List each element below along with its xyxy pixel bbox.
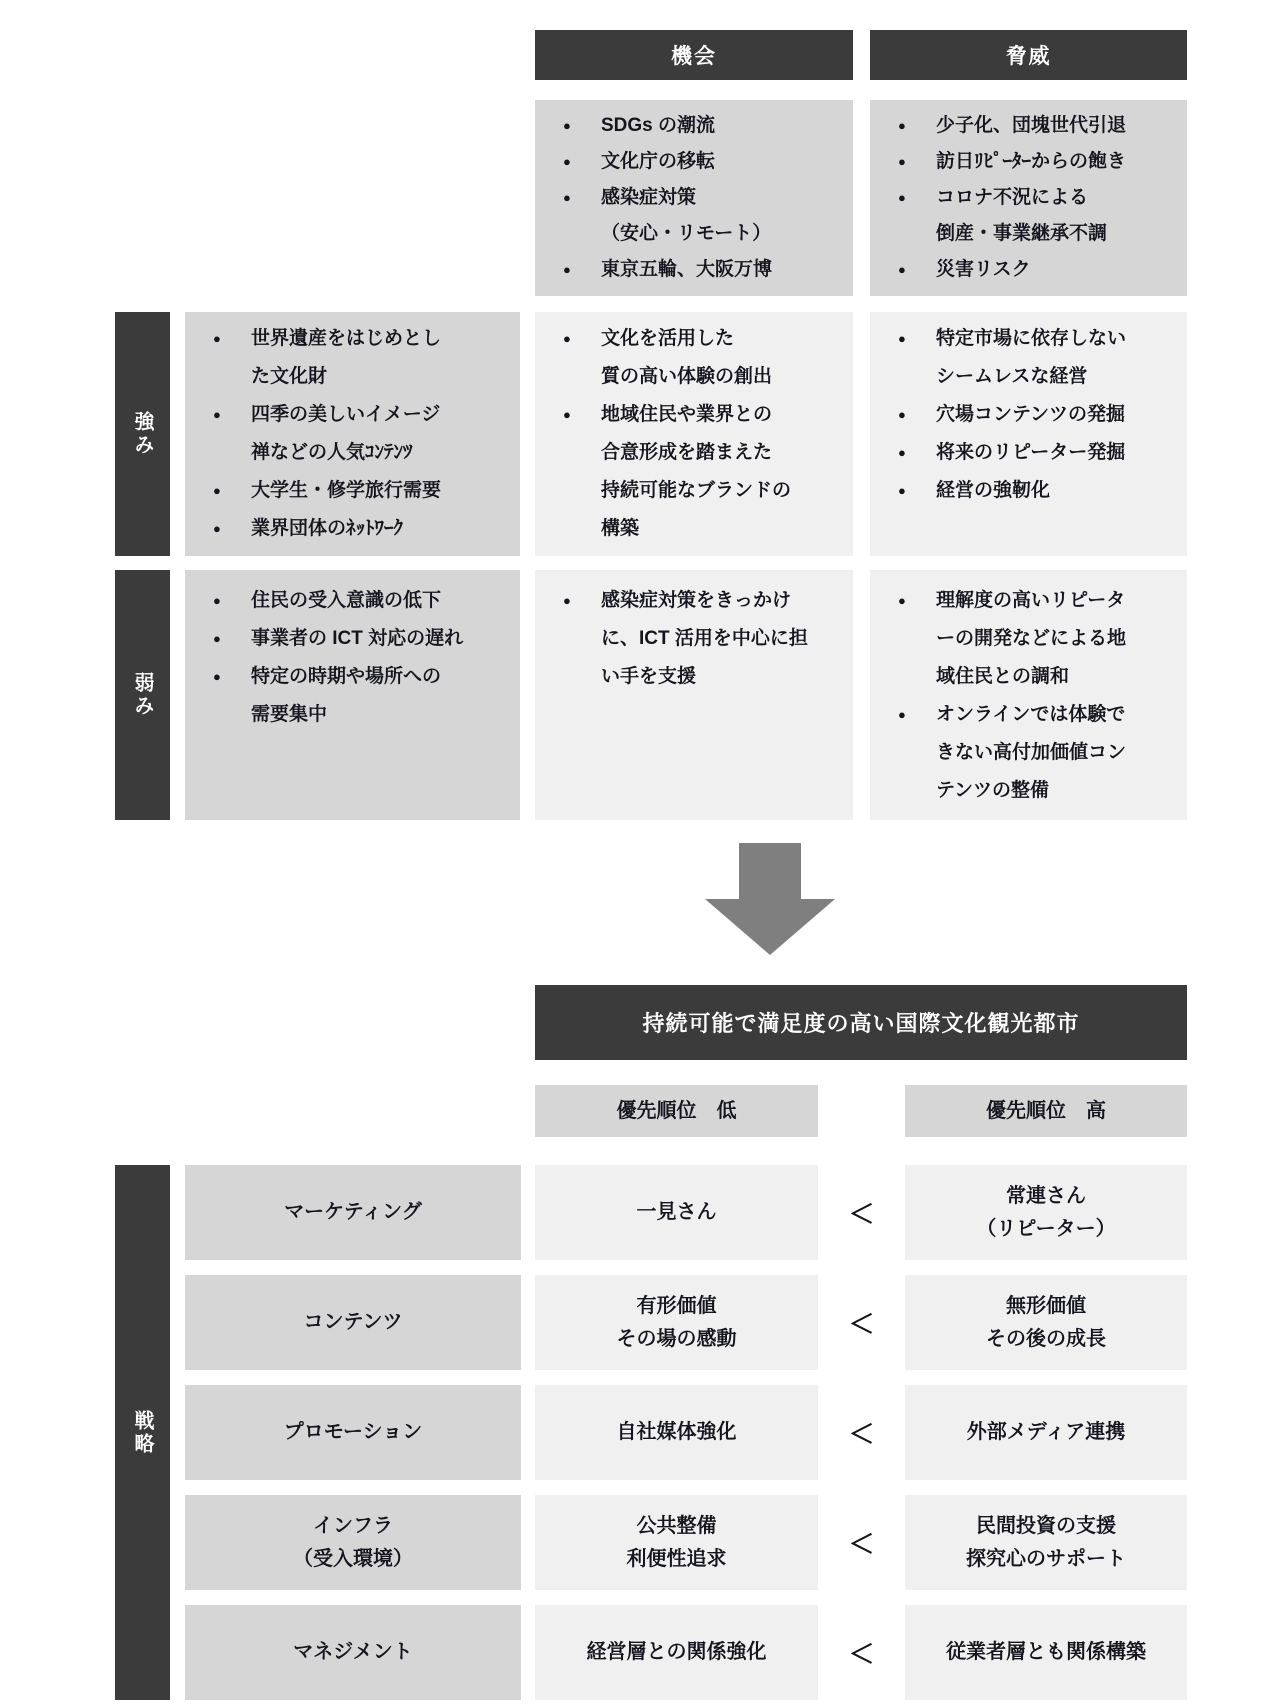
text-line: コンテンツ xyxy=(303,1311,403,1333)
list-item xyxy=(874,434,1183,472)
list-item xyxy=(189,396,516,472)
bullet-icon: ● xyxy=(898,190,906,205)
less-than-icon: ＜ xyxy=(848,1639,875,1669)
text-line: マネジメント xyxy=(293,1641,413,1663)
text-line: （受入環境） xyxy=(293,1547,413,1570)
strategy-category-cell xyxy=(185,1495,521,1590)
priority-low-label: 優先順位 低 xyxy=(616,1099,737,1122)
priority-high-cell xyxy=(905,1165,1187,1260)
bullet-icon: ● xyxy=(898,331,906,346)
bullet-icon: ● xyxy=(563,331,571,346)
text-line: 常連さん xyxy=(1006,1184,1086,1207)
text-line: 無形価値 xyxy=(1006,1294,1086,1317)
less-than-icon: ＜ xyxy=(848,1529,875,1559)
text-line: 需要集中 xyxy=(251,704,328,725)
list-item xyxy=(874,252,1183,288)
strengths-row-label: 強み xyxy=(131,411,153,457)
weaknesses-opportunities-cell xyxy=(535,570,853,820)
text-line: 事業者の ICT 対応の遅れ xyxy=(251,628,464,649)
text-line: 特定市場に依存しない xyxy=(936,328,1127,349)
text-line: 文化庁の移転 xyxy=(601,151,716,172)
text-line: インフラ xyxy=(313,1514,393,1537)
text-line: い手を支援 xyxy=(601,666,697,687)
list-item xyxy=(539,180,849,252)
bullet-icon: ● xyxy=(563,118,571,133)
less-than-icon: ＜ xyxy=(848,1309,875,1339)
strengths-list xyxy=(185,312,520,556)
strategy-category-cell xyxy=(185,1385,521,1480)
list-item xyxy=(874,108,1183,144)
text-line: プロモーション xyxy=(283,1421,423,1443)
bullet-icon: ● xyxy=(898,407,906,422)
strategy-category-cell xyxy=(185,1165,521,1260)
text-line: 理解度の高いリピータ xyxy=(936,590,1126,611)
bullet-icon: ● xyxy=(563,190,571,205)
text-line: 域住民との調和 xyxy=(936,666,1070,687)
table-row xyxy=(185,1495,1187,1590)
text-line: 従業者層とも関係構築 xyxy=(946,1641,1146,1663)
text-line: 禅などの人気ｺﾝﾃﾝﾂ xyxy=(251,442,413,463)
priority-low-cell xyxy=(535,1605,818,1700)
weaknesses-threats-cell xyxy=(870,570,1187,820)
text-line: に、ICT 活用を中心に担 xyxy=(601,628,808,649)
strategy-row-label: 戦略 xyxy=(131,1409,153,1456)
list-item xyxy=(874,320,1183,396)
text-line: 構築 xyxy=(601,518,640,539)
less-than-icon: ＜ xyxy=(848,1199,875,1229)
less-than-icon: ＜ xyxy=(848,1419,875,1449)
list-item xyxy=(874,696,1183,810)
list-item xyxy=(874,472,1183,510)
strengths-row-header xyxy=(115,312,170,556)
priority-high-header xyxy=(905,1085,1187,1137)
text-line: 特定の時期や場所への xyxy=(251,666,442,687)
text-line: 経営の強靭化 xyxy=(936,480,1051,501)
threats-header xyxy=(870,30,1187,80)
list-item xyxy=(539,144,849,180)
text-line: 感染症対策 xyxy=(601,187,697,208)
bullet-icon: ● xyxy=(898,118,906,133)
priority-high-cell xyxy=(905,1495,1187,1590)
priority-low-cell xyxy=(535,1275,818,1370)
text-line: 大学生・修学旅行需要 xyxy=(251,480,442,501)
bullet-icon: ● xyxy=(563,593,571,608)
opportunities-list xyxy=(535,100,853,296)
bullet-icon: ● xyxy=(563,407,571,422)
text-line: 業界団体のﾈｯﾄﾜｰｸ xyxy=(251,518,404,539)
table-row xyxy=(185,1605,1187,1700)
list-item xyxy=(539,582,849,696)
list-item xyxy=(874,144,1183,180)
text-line: 感染症対策をきっかけ xyxy=(601,590,792,611)
priority-high-cell xyxy=(905,1275,1187,1370)
list-item xyxy=(189,472,516,510)
text-line: 一見さん xyxy=(636,1201,717,1223)
bullet-icon: ● xyxy=(213,521,221,536)
text-line: 探究心のサポート xyxy=(966,1547,1126,1570)
bullet-icon: ● xyxy=(213,631,221,646)
text-line: 東京五輪、大阪万博 xyxy=(601,259,773,280)
opportunities-header xyxy=(535,30,853,80)
bullet-icon: ● xyxy=(563,154,571,169)
list-item xyxy=(874,180,1183,252)
text-line: 文化を活用した xyxy=(601,328,735,349)
text-line: テンツの整備 xyxy=(936,780,1050,801)
text-line: 四季の美しいイメージ xyxy=(251,404,441,425)
table-row xyxy=(185,1385,1187,1480)
text-line: 合意形成を踏まえた xyxy=(601,442,773,463)
list-item xyxy=(874,582,1183,696)
bullet-icon: ● xyxy=(213,331,221,346)
text-line: 利便性追求 xyxy=(626,1547,727,1570)
priority-low-cell xyxy=(535,1385,818,1480)
priority-low-cell xyxy=(535,1165,818,1260)
list-item xyxy=(539,396,849,548)
priority-low-header xyxy=(535,1085,818,1137)
bullet-icon: ● xyxy=(898,154,906,169)
bullet-icon: ● xyxy=(898,262,906,277)
bullet-icon: ● xyxy=(898,445,906,460)
table-row xyxy=(185,1275,1187,1370)
list-item xyxy=(539,252,849,288)
bullet-icon: ● xyxy=(213,593,221,608)
text-line: ーの開発などによる地 xyxy=(936,628,1127,649)
strategy-table xyxy=(185,1165,1187,1700)
bullet-icon: ● xyxy=(898,483,906,498)
text-line: その場の感動 xyxy=(616,1327,737,1350)
table-row xyxy=(185,1165,1187,1260)
text-line: 自社媒体強化 xyxy=(616,1421,737,1443)
strategy-row-header xyxy=(115,1165,170,1700)
down-arrow-head xyxy=(705,899,835,955)
strategy-category-cell xyxy=(185,1605,521,1700)
text-line: オンラインでは体験で xyxy=(936,704,1126,725)
bullet-icon: ● xyxy=(898,707,906,722)
priority-high-cell xyxy=(905,1605,1187,1700)
list-item xyxy=(189,658,516,734)
opportunities-header-label: 機会 xyxy=(671,45,717,68)
text-line: きない高付加価値コン xyxy=(936,742,1127,763)
strengths-opportunities-cell xyxy=(535,312,853,556)
text-line: 災害リスク xyxy=(936,259,1031,280)
goal-title: 持続可能で満足度の高い国際文化観光都市 xyxy=(642,1011,1080,1036)
bullet-icon: ● xyxy=(213,407,221,422)
text-line: （安心・リモート） xyxy=(601,223,772,244)
goal-banner xyxy=(535,985,1187,1060)
text-line: 民間投資の支援 xyxy=(976,1514,1116,1537)
list-item xyxy=(189,620,516,658)
threats-header-label: 脅威 xyxy=(1005,45,1052,68)
strategy-category-cell xyxy=(185,1275,521,1370)
text-line: 世界遺産をはじめとし xyxy=(251,328,442,349)
text-line: 公共整備 xyxy=(636,1514,717,1537)
weaknesses-row-label: 弱み xyxy=(131,672,153,718)
list-item xyxy=(874,396,1183,434)
text-line: 質の高い体験の創出 xyxy=(601,366,773,387)
text-line: 経営層との関係強化 xyxy=(586,1641,767,1663)
bullet-icon: ● xyxy=(563,262,571,277)
priority-low-cell xyxy=(535,1495,818,1590)
text-line: 有形価値 xyxy=(636,1294,717,1317)
text-line: コロナ不況による xyxy=(936,187,1089,208)
weaknesses-list xyxy=(185,570,520,820)
text-line: マーケティング xyxy=(284,1201,422,1223)
text-line: 将来のリピーター発掘 xyxy=(936,442,1126,463)
text-line: 少子化、団塊世代引退 xyxy=(936,115,1127,136)
text-line: 倒産・事業継承不調 xyxy=(936,223,1108,244)
bullet-icon: ● xyxy=(213,483,221,498)
text-line: 地域住民や業界との xyxy=(601,404,773,425)
text-line: た文化財 xyxy=(251,366,328,387)
list-item xyxy=(189,510,516,548)
text-line: SDGs の潮流 xyxy=(601,115,716,136)
list-item xyxy=(189,582,516,620)
list-item xyxy=(539,320,849,396)
threats-list xyxy=(870,100,1187,296)
list-item xyxy=(539,108,849,144)
strengths-threats-cell xyxy=(870,312,1187,556)
text-line: シームレスな経営 xyxy=(936,366,1088,387)
text-line: その後の成長 xyxy=(986,1327,1106,1350)
text-line: 外部メディア連携 xyxy=(966,1421,1126,1443)
list-item xyxy=(189,320,516,396)
priority-high-cell xyxy=(905,1385,1187,1480)
text-line: 持続可能なブランドの xyxy=(601,480,792,501)
bullet-icon: ● xyxy=(898,593,906,608)
text-line: 住民の受入意識の低下 xyxy=(251,590,442,611)
priority-high-label: 優先順位 高 xyxy=(986,1099,1106,1122)
text-line: （リピーター） xyxy=(976,1217,1116,1240)
down-arrow-shaft xyxy=(739,843,801,900)
text-line: 訪日ﾘﾋﾟｰﾀｰからの飽き xyxy=(936,151,1127,172)
text-line: 穴場コンテンツの発掘 xyxy=(936,404,1126,425)
weaknesses-row-header xyxy=(115,570,170,820)
bullet-icon: ● xyxy=(213,669,221,684)
